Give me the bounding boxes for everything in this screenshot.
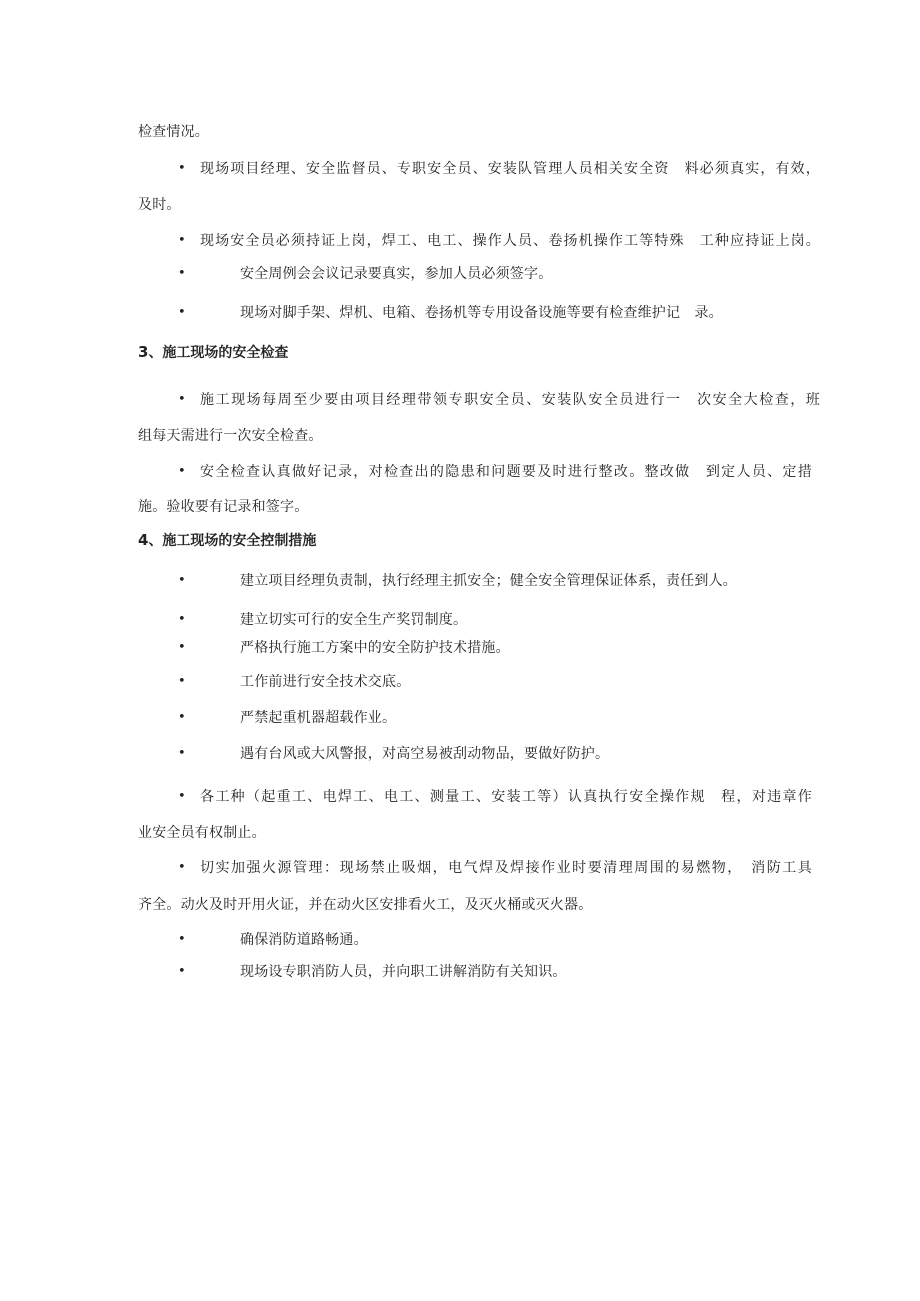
list-item-text: 安全检查认真做好记录，对检查出的隐患和问题要及时进行整改。整改做 到定人员、定措 xyxy=(200,464,812,480)
list-item-text: 确保消防道路畅通。 xyxy=(240,932,368,948)
list-item-text-cont: 及时。 xyxy=(138,197,181,213)
bullet: • xyxy=(178,233,186,248)
list-item-text: 遇有台风或大风警报，对高空易被刮动物品，要做好防护。 xyxy=(240,746,610,762)
section-title: 、施工现场的安全控制措施 xyxy=(148,533,317,549)
bullet: • xyxy=(178,964,186,979)
section-title: 、施工现场的安全检查 xyxy=(148,345,289,361)
bullet: • xyxy=(178,573,186,588)
section-number: 3 xyxy=(138,343,149,361)
bullet: • xyxy=(178,710,186,725)
bullet: • xyxy=(178,305,186,320)
section-number: 4 xyxy=(138,531,149,549)
bullet: • xyxy=(178,612,186,627)
list-item-text: 建立项目经理负责制，执行经理主抓安全；健全安全管理保证体系，责任到人。 xyxy=(240,573,737,589)
bullet: • xyxy=(178,746,186,761)
list-item-text: 严禁起重机器超载作业。 xyxy=(240,710,397,726)
list-item-text: 现场对脚手架、焊机、电箱、卷扬机等专用设备设施等要有检查维护记 录。 xyxy=(240,305,723,321)
intro-tail: 检查情况。 xyxy=(138,124,209,140)
list-item-text-cont: 施。验收要有记录和签字。 xyxy=(138,499,309,515)
bullet: • xyxy=(178,266,186,281)
list-item-text: 工作前进行安全技术交底。 xyxy=(240,674,411,690)
list-item-text: 施工现场每周至少要由项目经理带领专职安全员、安装队安全员进行一 次安全大检查，班 xyxy=(200,392,820,408)
section-3-heading xyxy=(138,342,288,363)
bullet: • xyxy=(178,932,186,947)
bullet: • xyxy=(178,860,186,875)
list-item-text: 严格执行施工方案中的安全防护技术措施。 xyxy=(240,640,510,656)
bullet: • xyxy=(178,640,186,655)
list-item-text: 安全周例会会议记录要真实，参加人员必须签字。 xyxy=(240,266,553,282)
list-item-text: 现场设专职消防人员，并向职工讲解消防有关知识。 xyxy=(240,964,567,980)
list-item-text-cont: 组每天需进行一次安全检查。 xyxy=(138,428,323,444)
list-item-text: 建立切实可行的安全生产奖罚制度。 xyxy=(240,612,468,628)
list-item-text: 切实加强火源管理：现场禁止吸烟，电气焊及焊接作业时要清理周围的易燃物， 消防工具 xyxy=(200,860,812,876)
list-item-text: 现场安全员必须持证上岗，焊工、电工、操作人员、卷扬机操作工等特殊 工种应持证上岗。 xyxy=(200,233,820,249)
section-4-heading xyxy=(138,530,316,551)
bullet: • xyxy=(178,161,186,176)
list-item-text: 现场项目经理、安全监督员、专职安全员、安装队管理人员相关安全资 料必须真实，有效， xyxy=(200,161,820,177)
list-item-text: 各工种（起重工、电焊工、电工、测量工、安装工等）认真执行安全操作规 程，对违章作 xyxy=(200,789,812,805)
list-item-text-cont: 齐全。动火及时开用火证，并在动火区安排看火工，及灭火桶或灭火器。 xyxy=(138,897,593,913)
bullet: • xyxy=(178,464,186,479)
bullet: • xyxy=(178,674,186,689)
bullet: • xyxy=(178,789,186,804)
list-item-text-cont: 业安全员有权制止。 xyxy=(138,825,266,841)
bullet: • xyxy=(178,392,186,407)
